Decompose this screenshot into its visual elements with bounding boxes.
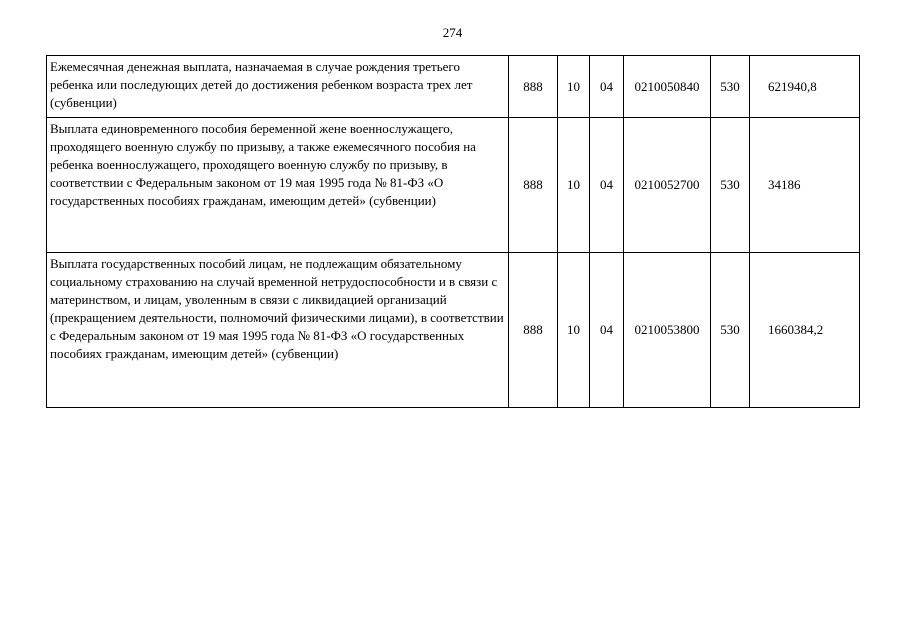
- expense-description: Ежемесячная денежная выплата, назначаемая в случае рождения третьего ребенка или последующих детей до достижения ребенком возраста трех лет (субвенции): [47, 56, 509, 118]
- subsection-code: 04: [590, 253, 624, 408]
- expense-description: Выплата единовременного пособия беременной жене военнослужащего, проходящего военную службу по призыву, а также ежемесячного пособия на ребенка военнослужащего, проходящего военную службу по призыву, в соответствии с Федеральным законом от 19 мая 1995 года № 81-ФЗ «О государственных пособиях гражданам, имеющим детей» (субвенции): [47, 118, 509, 253]
- table-row: [47, 56, 860, 118]
- ministry-code: 888: [509, 253, 558, 408]
- table-row: [47, 118, 860, 253]
- amount: 621940,8: [750, 56, 860, 118]
- subsection-code: 04: [590, 118, 624, 253]
- section-code: 10: [558, 253, 590, 408]
- ministry-code: 888: [509, 56, 558, 118]
- expense-type-code: 530: [711, 253, 750, 408]
- budget-table: [46, 55, 860, 408]
- subsection-code: 04: [590, 56, 624, 118]
- section-code: 10: [558, 118, 590, 253]
- expense-type-code: 530: [711, 118, 750, 253]
- section-code: 10: [558, 56, 590, 118]
- page-number: 274: [442, 25, 463, 40]
- table-row: [47, 253, 860, 408]
- amount: 1660384,2: [750, 253, 860, 408]
- target-article-code: 0210050840: [624, 56, 711, 118]
- expense-type-code: 530: [711, 56, 750, 118]
- amount: 34186: [750, 118, 860, 253]
- target-article-code: 0210053800: [624, 253, 711, 408]
- target-article-code: 0210052700: [624, 118, 711, 253]
- ministry-code: 888: [509, 118, 558, 253]
- expense-description: Выплата государственных пособий лицам, не подлежащим обязательному социальному страхованию на случай временной нетрудоспособности и в связи с материнством, и лицам, уволенным в связи с ликвидацией организаций (прекращением деятельности, полномочий физическими лицами), в соответствии с Федеральным законом от 19 мая 1995 года № 81-ФЗ «О государственных пособиях гражданам, имеющим детей» (субвенции): [47, 253, 509, 408]
